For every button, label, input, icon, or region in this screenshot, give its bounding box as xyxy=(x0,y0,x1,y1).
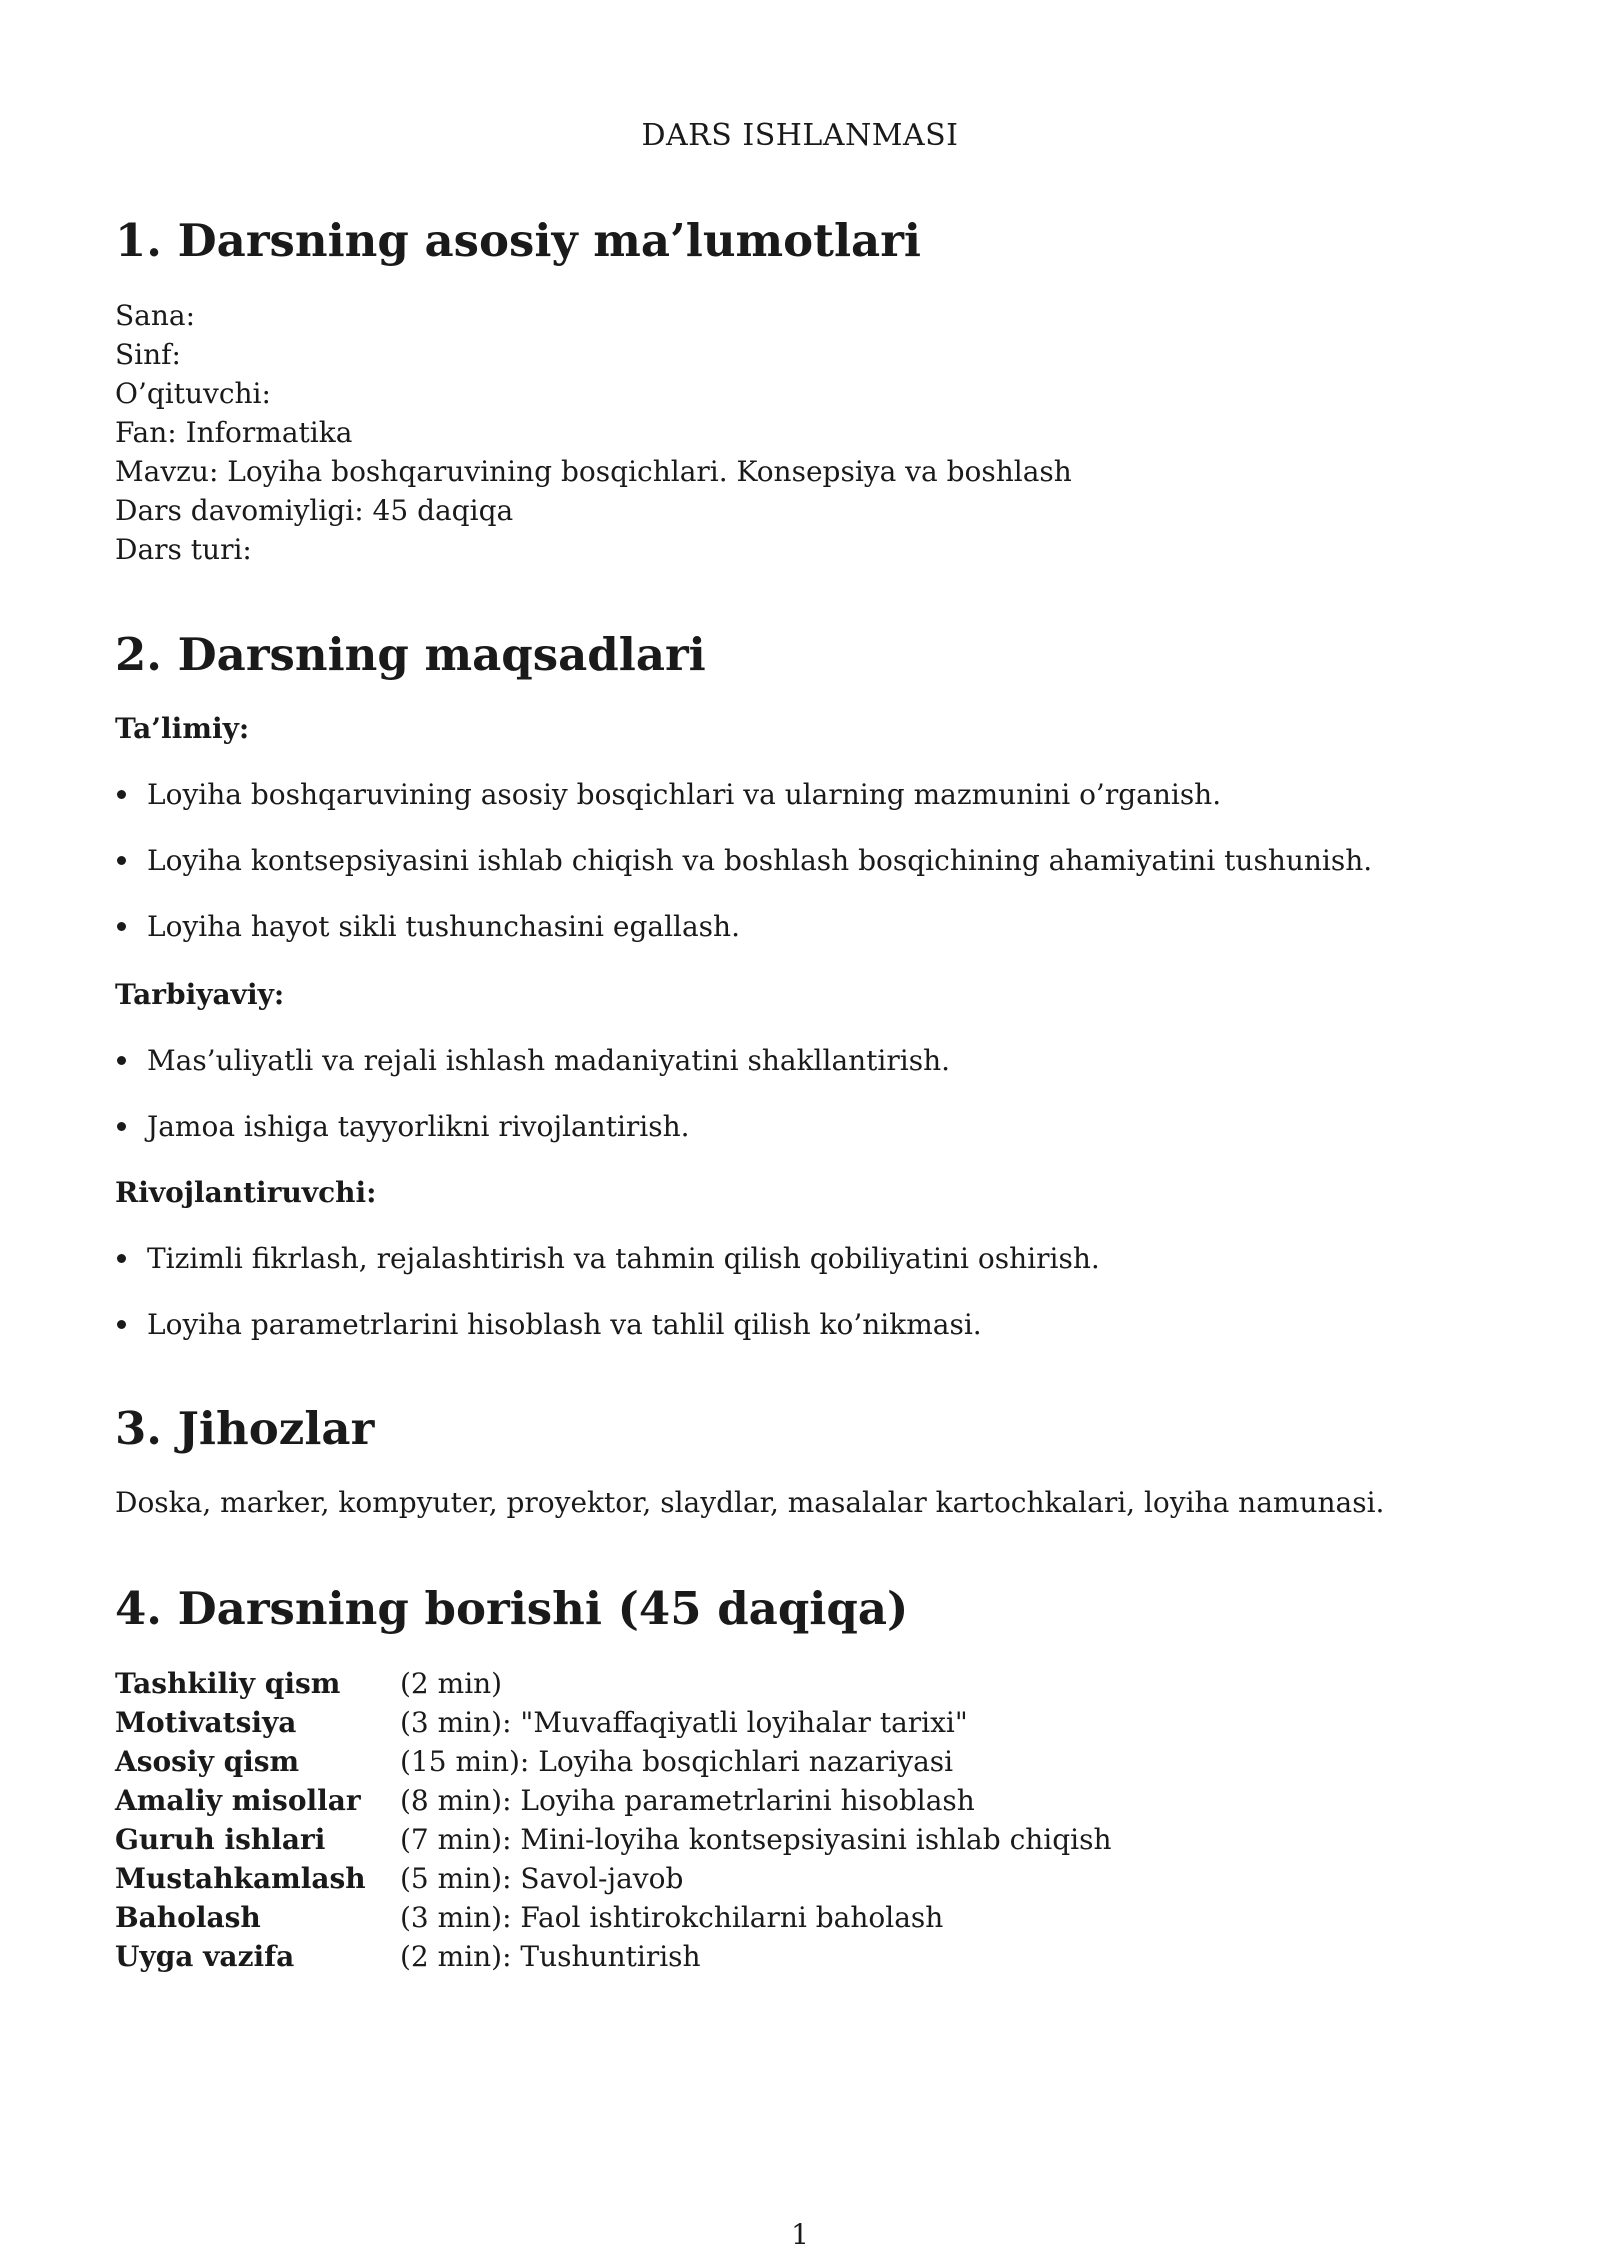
goal-text: Jamoa ishiga tayyorlikni rivojlantirish. xyxy=(147,1110,690,1143)
table-row xyxy=(115,1898,1112,1937)
bullet-icon xyxy=(117,922,126,931)
list-item xyxy=(115,778,1372,844)
info-lesson-type: Dars turi: xyxy=(115,533,252,566)
section-3-heading: 3. Jihozlar xyxy=(115,1402,375,1455)
lesson-schedule-table xyxy=(115,1664,1112,1976)
stage-detail: (8 min): Loyiha parametrlarini hisoblash xyxy=(400,1784,975,1817)
stage-detail: (5 min): Savol-javob xyxy=(400,1862,684,1895)
goal-text: Loyiha parametrlarini hisoblash va tahlil qilish ko’nikmasi. xyxy=(147,1308,982,1341)
info-subject: Fan: Informatika xyxy=(115,416,353,449)
info-duration: Dars davomiyligi: 45 daqiqa xyxy=(115,494,514,527)
section-1-heading: 1. Darsning asosiy ma’lumotlari xyxy=(115,214,922,267)
list-item xyxy=(115,844,1372,910)
bullet-icon xyxy=(117,1254,126,1263)
section-2-heading: 2. Darsning maqsadlari xyxy=(115,628,706,681)
info-date: Sana: xyxy=(115,299,196,332)
table-row xyxy=(115,1703,1112,1742)
bullet-icon xyxy=(117,790,126,799)
equipment-text: Doska, marker, kompyuter, proyektor, slaydlar, masalalar kartochkalari, loyiha namunasi. xyxy=(115,1486,1385,1519)
stage-name: Asosiy qism xyxy=(115,1745,300,1778)
goal-text: Loyiha hayot sikli tushunchasini egallash. xyxy=(147,910,740,943)
goal-text: Loyiha boshqaruvining asosiy bosqichlari va ularning mazmunini o’rganish. xyxy=(147,778,1222,811)
goal-list-developmental xyxy=(115,1242,1100,1374)
stage-name: Tashkiliy qism xyxy=(115,1667,341,1700)
document-page xyxy=(115,0,1485,2262)
list-item xyxy=(115,1308,1100,1374)
table-row xyxy=(115,1937,1112,1976)
goal-text: Tizimli fikrlash, rejalashtirish va tahmin qilish qobiliyatini oshirish. xyxy=(147,1242,1100,1275)
table-row xyxy=(115,1820,1112,1859)
stage-detail: (3 min): "Muvaffaqiyatli loyihalar tarixi" xyxy=(400,1706,968,1739)
stage-name: Uyga vazifa xyxy=(115,1940,295,1973)
stage-detail: (3 min): Faol ishtirokchilarni baholash xyxy=(400,1901,944,1934)
section-4-heading: 4. Darsning borishi (45 daqiqa) xyxy=(115,1582,909,1635)
bullet-icon xyxy=(117,1122,126,1131)
goal-text: Loyiha kontsepsiyasini ishlab chiqish va boshlash bosqichining ahamiyatini tushunish. xyxy=(147,844,1373,877)
list-item xyxy=(115,1242,1100,1308)
table-row xyxy=(115,1742,1112,1781)
list-item xyxy=(115,1110,950,1176)
info-teacher: O’qituvchi: xyxy=(115,377,271,410)
stage-name: Motivatsiya xyxy=(115,1706,297,1739)
stage-detail: (15 min): Loyiha bosqichlari nazariyasi xyxy=(400,1745,954,1778)
list-item xyxy=(115,910,1372,976)
stage-name: Baholash xyxy=(115,1901,261,1934)
info-topic: Mavzu: Loyiha boshqaruvining bosqichlari. Konsepsiya va boshlash xyxy=(115,455,1072,488)
table-row xyxy=(115,1781,1112,1820)
bullet-icon xyxy=(117,1056,126,1065)
stage-name: Amaliy misollar xyxy=(115,1784,361,1817)
goal-group-label-developmental: Rivojlantiruvchi: xyxy=(115,1176,377,1209)
stage-detail: (2 min) xyxy=(400,1667,503,1700)
info-class: Sinf: xyxy=(115,338,181,371)
table-row xyxy=(115,1859,1112,1898)
stage-name: Mustahkamlash xyxy=(115,1862,366,1895)
document-title: DARS ISHLANMASI xyxy=(641,118,959,153)
bullet-icon xyxy=(117,1320,126,1329)
stage-name: Guruh ishlari xyxy=(115,1823,326,1856)
goal-list-educational xyxy=(115,778,1372,976)
list-item xyxy=(115,1044,950,1110)
goal-list-upbringing xyxy=(115,1044,950,1176)
table-row xyxy=(115,1664,1112,1703)
stage-detail: (2 min): Tushuntirish xyxy=(400,1940,701,1973)
lesson-info-list xyxy=(115,296,1072,569)
goal-group-label-upbringing: Tarbiyaviy: xyxy=(115,978,285,1011)
stage-detail: (7 min): Mini-loyiha kontsepsiyasini ishlab chiqish xyxy=(400,1823,1112,1856)
bullet-icon xyxy=(117,856,126,865)
goal-text: Mas’uliyatli va rejali ishlash madaniyatini shakllantirish. xyxy=(147,1044,951,1077)
goal-group-label-educational: Ta’limiy: xyxy=(115,712,250,745)
page-number: 1 xyxy=(791,2218,809,2251)
